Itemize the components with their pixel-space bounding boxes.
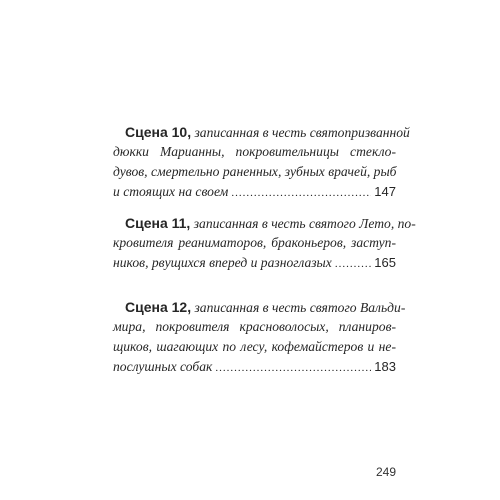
toc-entry-heading: Сцена 11, [125,215,191,231]
toc-entry-last-line [113,253,396,273]
toc-page-number: 183 [374,359,396,374]
toc-entry-line: щиков, шагающих по лесу, кофемайстеров и не- [113,339,396,354]
toc-entry-line: дувов, смертельно раненных, зубных врачей, рыб [113,164,397,179]
dot-leader [231,183,371,203]
toc-entry-text: ников, рвущихся вперед и разноглазых [113,255,332,270]
dot-leader [215,358,371,378]
toc-entry-first-line [113,297,406,317]
toc-entry-text: записанная в честь святого Лето, по- [190,216,416,231]
toc-entry-line: кровителя реаниматоров, браконьеров, заступ- [113,235,396,250]
toc-entry-last-line [113,182,396,202]
toc-entry-scene-11 [113,213,416,273]
toc-entry-text: и стоящих на своем [113,184,229,199]
toc-entry-text: записанная в честь святого Вальди- [191,300,406,315]
toc-page-number: 165 [374,255,396,270]
toc-entry-heading: Сцена 10, [125,124,192,140]
page-number: 249 [376,465,397,479]
toc-entry-line: мира, покровителя красноволосых, планиров- [113,319,396,334]
toc-page-number: 147 [374,184,396,199]
toc-entry-line: дюкки Марианны, покровительницы стекло- [113,144,396,159]
toc-entry-first-line [113,213,416,233]
toc-entry-text: послушных собак [113,359,213,374]
toc-entry-scene-12 [113,297,406,377]
dot-leader [335,254,371,274]
toc-entry-last-line [113,357,396,377]
toc-entry-heading: Сцена 12, [125,299,192,315]
toc-entry-text: записанная в честь святопризванной [191,125,410,140]
toc-entry-first-line [113,122,410,142]
toc-entry-scene-10 [113,122,410,202]
